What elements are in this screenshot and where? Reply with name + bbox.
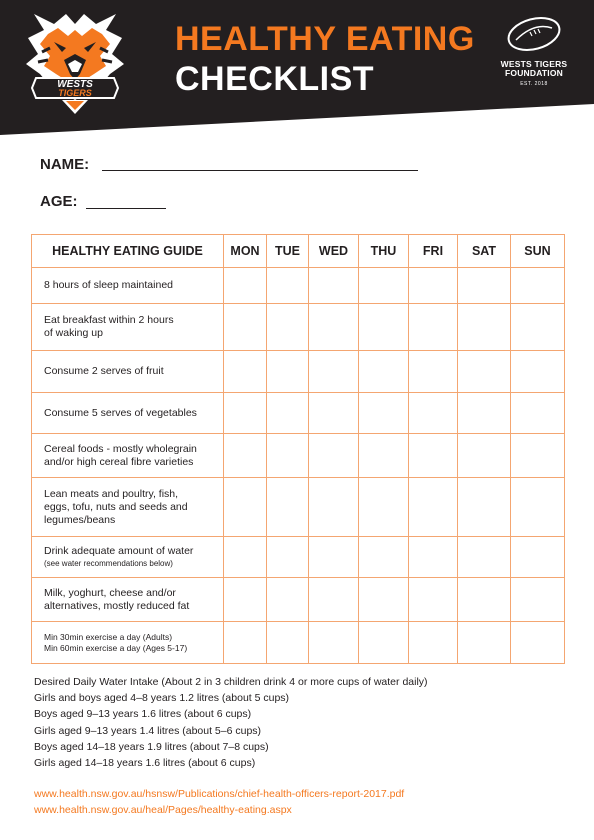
healthy-eating-table (31, 234, 565, 664)
table-row (32, 268, 565, 304)
check-cell[interactable] (359, 351, 409, 393)
water-note: Girls aged 9–13 years 1.4 litres (about 5–6 cups) (34, 724, 262, 737)
title-healthy-eating: HEALTHY EATING (175, 20, 475, 58)
check-cell[interactable] (224, 434, 267, 478)
check-cell[interactable] (511, 351, 565, 393)
check-cell[interactable] (409, 578, 458, 622)
check-cell[interactable] (409, 304, 458, 351)
row-text: legumes/beans (44, 513, 116, 526)
column-header-sat: SAT (458, 235, 511, 268)
row-text: and/or high cereal fibre varieties (44, 455, 194, 468)
table-row (32, 578, 565, 622)
check-cell[interactable] (224, 622, 267, 664)
water-intake-notes (34, 674, 428, 771)
row-label-sleep (32, 268, 224, 304)
foundation-logo (486, 14, 582, 90)
link-healthy-eating[interactable]: www.health.nsw.gov.au/heal/Pages/healthy-eating.aspx (34, 804, 292, 816)
row-text: eggs, tofu, nuts and seeds and (44, 500, 188, 513)
foundation-est: EST. 2018 (520, 80, 548, 87)
check-cell[interactable] (224, 393, 267, 434)
title-checklist: CHECKLIST (175, 60, 375, 98)
header-band (0, 0, 594, 135)
row-text: Consume 2 serves of fruit (44, 365, 164, 377)
column-header-guide: HEALTHY EATING GUIDE (32, 235, 224, 268)
foundation-name-2: FOUNDATION (504, 68, 564, 79)
check-cell[interactable] (267, 622, 309, 664)
table-row (32, 478, 565, 537)
check-cell[interactable] (267, 268, 309, 304)
check-cell[interactable] (511, 304, 565, 351)
row-label-vegetables (32, 393, 224, 434)
check-cell[interactable] (359, 478, 409, 537)
check-cell[interactable] (309, 578, 359, 622)
table-row (32, 537, 565, 578)
table-header-row (32, 235, 565, 268)
check-cell[interactable] (409, 622, 458, 664)
row-text: Drink adequate amount of water (44, 545, 194, 557)
reference-links (34, 786, 404, 818)
column-header-mon: MON (224, 235, 267, 268)
column-header-sun: SUN (511, 235, 565, 268)
water-note: Boys aged 14–18 years 1.9 litres (about 7–8 cups) (34, 740, 269, 753)
check-cell[interactable] (511, 622, 565, 664)
table-row (32, 393, 565, 434)
water-note: Girls aged 14–18 years 1.6 litres (about 6 cups) (34, 757, 256, 770)
row-text: Min 30min exercise a day (Adults) (44, 631, 173, 642)
club-logo-text-1: WESTS (57, 79, 93, 90)
check-cell[interactable] (458, 434, 511, 478)
rugby-ball-icon (504, 14, 564, 54)
water-note: Girls and boys aged 4–8 years 1.2 litres (about 5 cups) (34, 692, 290, 705)
check-cell[interactable] (511, 478, 565, 537)
check-cell[interactable] (458, 578, 511, 622)
row-text: Cereal foods - mostly wholegrain (44, 442, 197, 455)
row-label-lean-meats (32, 478, 224, 537)
check-cell[interactable] (409, 537, 458, 578)
name-label: NAME: (40, 156, 90, 173)
row-label-fruit (32, 351, 224, 393)
table-row (32, 351, 565, 393)
check-cell[interactable] (359, 622, 409, 664)
table-row (32, 622, 565, 664)
row-text: alternatives, mostly reduced fat (44, 599, 190, 612)
check-cell[interactable] (309, 434, 359, 478)
check-cell[interactable] (309, 393, 359, 434)
row-label-water (32, 537, 224, 578)
check-cell[interactable] (309, 351, 359, 393)
table-row (32, 304, 565, 351)
check-cell[interactable] (458, 537, 511, 578)
column-header-wed: WED (309, 235, 359, 268)
row-text: 8 hours of sleep maintained (44, 279, 173, 291)
check-cell[interactable] (511, 268, 565, 304)
check-cell[interactable] (511, 578, 565, 622)
row-label-exercise (32, 622, 224, 664)
row-text: Consume 5 serves of vegetables (44, 406, 197, 419)
column-header-tue: TUE (267, 235, 309, 268)
check-cell[interactable] (458, 478, 511, 537)
check-cell[interactable] (267, 393, 309, 434)
check-cell[interactable] (267, 578, 309, 622)
check-cell[interactable] (267, 434, 309, 478)
check-cell[interactable] (458, 393, 511, 434)
water-note-heading: Desired Daily Water Intake (About 2 in 3 children drink 4 or more cups of water daily) (34, 676, 428, 688)
check-cell[interactable] (409, 434, 458, 478)
check-cell[interactable] (309, 478, 359, 537)
check-cell[interactable] (309, 304, 359, 351)
foundation-name-1: WESTS TIGERS (500, 59, 568, 69)
check-cell[interactable] (359, 393, 409, 434)
check-cell[interactable] (458, 304, 511, 351)
check-cell[interactable] (359, 537, 409, 578)
column-header-fri: FRI (409, 235, 458, 268)
row-text: Min 60min exercise a day (Ages 5-17) (44, 642, 188, 653)
row-label-cereal (32, 434, 224, 478)
check-cell[interactable] (359, 434, 409, 478)
water-note: Boys aged 9–13 years 1.6 litres (about 6 cups) (34, 708, 252, 721)
check-cell[interactable] (224, 268, 267, 304)
check-cell[interactable] (224, 351, 267, 393)
check-cell[interactable] (359, 268, 409, 304)
row-text: Lean meats and poultry, fish, (44, 487, 179, 500)
club-logo-text-2: TIGERS (58, 88, 92, 98)
row-text: Eat breakfast within 2 hours (44, 314, 174, 326)
check-cell[interactable] (458, 351, 511, 393)
name-input-line[interactable] (102, 170, 418, 171)
check-cell[interactable] (224, 537, 267, 578)
check-cell[interactable] (409, 393, 458, 434)
check-cell[interactable] (511, 393, 565, 434)
row-note: (see water recommendations below) (44, 559, 173, 568)
column-header-thu: THU (359, 235, 409, 268)
check-cell[interactable] (511, 537, 565, 578)
row-label-breakfast (32, 304, 224, 351)
check-cell[interactable] (224, 478, 267, 537)
wests-tigers-logo (14, 8, 136, 120)
row-label-dairy (32, 578, 224, 622)
check-cell[interactable] (458, 622, 511, 664)
row-text: Milk, yoghurt, cheese and/or (44, 586, 176, 599)
table-row (32, 434, 565, 478)
check-cell[interactable] (409, 268, 458, 304)
check-cell[interactable] (309, 268, 359, 304)
check-cell[interactable] (309, 622, 359, 664)
check-cell[interactable] (359, 304, 409, 351)
check-cell[interactable] (309, 537, 359, 578)
check-cell[interactable] (511, 434, 565, 478)
link-chief-health-report[interactable]: www.health.nsw.gov.au/hsnsw/Publications/chief-health-officers-report-2017.pdf (34, 788, 405, 800)
check-cell[interactable] (224, 578, 267, 622)
check-cell[interactable] (409, 478, 458, 537)
check-cell[interactable] (224, 304, 267, 351)
check-cell[interactable] (359, 578, 409, 622)
check-cell[interactable] (458, 268, 511, 304)
check-cell[interactable] (267, 478, 309, 537)
check-cell[interactable] (267, 304, 309, 351)
age-label: AGE: (40, 193, 78, 210)
age-input-line[interactable] (86, 208, 166, 209)
check-cell[interactable] (267, 351, 309, 393)
check-cell[interactable] (267, 537, 309, 578)
check-cell[interactable] (409, 351, 458, 393)
row-text: of waking up (44, 327, 103, 339)
